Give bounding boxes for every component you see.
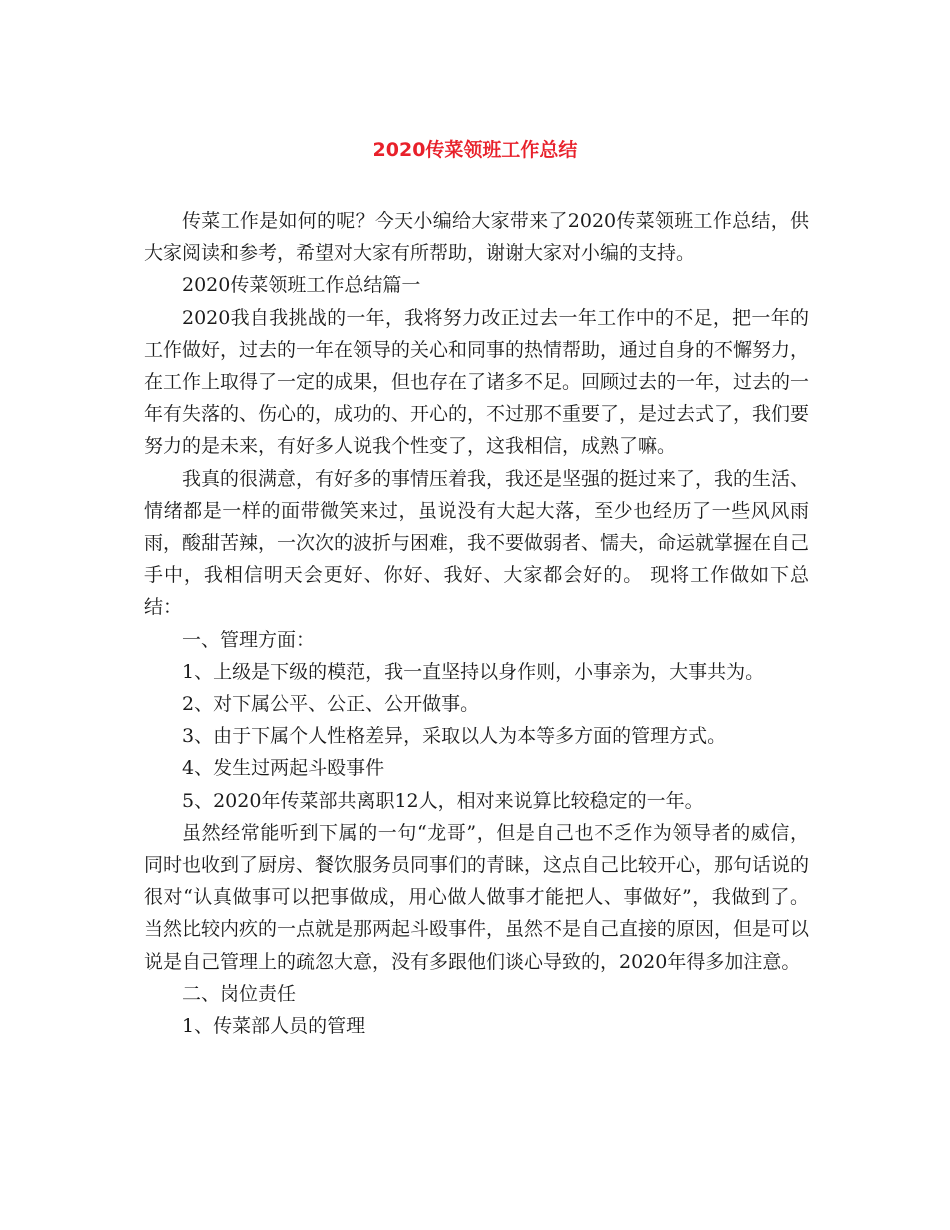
paragraph-year-review: 2020我自我挑战的一年，我将努力改正过去一年工作中的不足，把一年的工作做好，过去的一年在领导的关心和同事的热情帮助，通过自身的不懈努力，在工作上取得了一定的成果，但也存在了诸多不足。回顾过去的一年，过去的一年有失落的、伤心的，成功的、开心的，不过那不重要了，是过去式了，我们要努力的是未来，有好多人说我个性变了，这我相信，成熟了嘛。 xyxy=(144,306,810,458)
section-heading-management: 一、管理方面： xyxy=(182,628,316,651)
paragraph-satisfaction: 我真的很满意，有好多的事情压着我，我还是坚强的挺过来了，我的生活、情绪都是一样的面带微笑来过，虽说没有大起大落，至少也经历了一些风风雨雨，酸甜苦辣，一次次的波折与困难，我不要做弱者、懦夫，命运就掌握在自己手中，我相信明天会更好、你好、我好、大家都会好的。 现将工作做如下总结： xyxy=(144,467,810,619)
paragraph-reflection: 虽然经常能听到下属的一句“龙哥”，但是自己也不乏作为领导者的威信，同时也收到了厨房、餐饮服务员同事们的青睐，这点自己比较开心，那句话说的很对“认真做事可以把事做成，用心做人做事才能把人、事做好”，我做到了。当然比较内疚的一点就是那两起斗殴事件，虽然不是自己直接的原因，但是可以说是自己管理上的疏忽大意，没有多跟他们谈心导致的，2020年得多加注意。 xyxy=(144,821,810,973)
document-title: 2020传菜领班工作总结 xyxy=(372,139,578,161)
list-item-management-1: 1、上级是下级的模范，我一直坚持以身作则，小事亲为，大事共为。 xyxy=(182,660,765,683)
document-body xyxy=(144,205,809,1042)
list-item-management-2: 2、对下属公平、公正、公开做事。 xyxy=(182,693,480,716)
list-item-management-3: 3、由于下属个人性格差异，采取以人为本等多方面的管理方式。 xyxy=(182,725,727,748)
list-item-management-4: 4、发生过两起斗殴事件 xyxy=(182,757,385,780)
paragraph-intro: 传菜工作是如何的呢？今天小编给大家带来了2020传菜领班工作总结，供大家阅读和参考，希望对大家有所帮助，谢谢大家对小编的支持。 xyxy=(144,210,809,265)
section-heading-responsibility: 二、岗位责任 xyxy=(182,982,297,1005)
section-heading-part-one: 2020传菜领班工作总结篇一 xyxy=(182,274,421,297)
list-item-management-5: 5、2020年传菜部共离职12人，相对来说算比较稳定的一年。 xyxy=(182,789,704,812)
list-item-responsibility-1: 1、传菜部人员的管理 xyxy=(182,1015,366,1038)
